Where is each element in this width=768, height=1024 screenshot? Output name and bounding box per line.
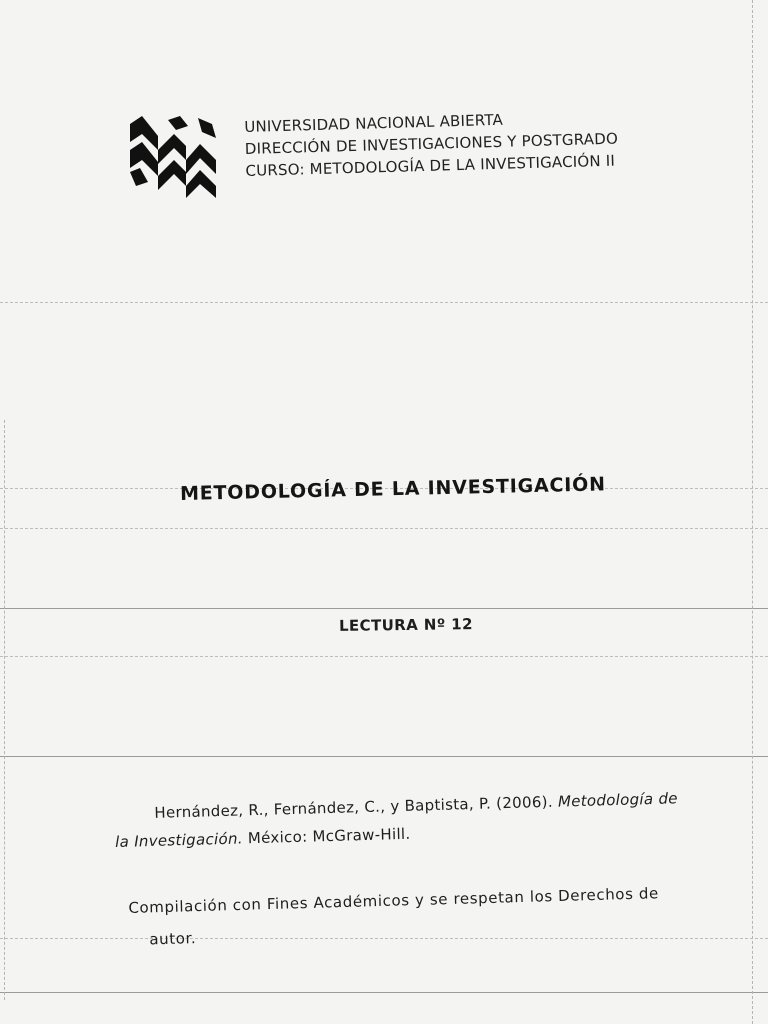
university-name: UNIVERSIDAD NACIONAL ABIERTA [244, 110, 504, 136]
document-title: METODOLOGÍA DE LA INVESTIGACIÓN [179, 473, 607, 505]
scan-edge-line [4, 420, 6, 1000]
copyright-note-line1: Compilación con Fines Académicos y se respetan los Derechos de [128, 884, 660, 917]
una-logo-icon [128, 116, 218, 198]
bibliographic-reference [114, 784, 695, 856]
reference-authors: Hernández, R., Fernández, C., y Baptista, P. (2006). [154, 792, 559, 822]
scan-line [0, 992, 768, 994]
copyright-note [128, 876, 710, 956]
reference-book-title: Metodología de [557, 789, 679, 811]
reference-publisher: México: McGraw-Hill. [247, 824, 411, 848]
department-name: DIRECCIÓN DE INVESTIGACIONES Y POSTGRADO [244, 129, 619, 158]
scan-edge-line [752, 0, 754, 1024]
scan-line [0, 756, 768, 758]
reference-book-title-cont: la Investigación. [114, 829, 249, 851]
scan-line [0, 656, 768, 658]
reading-number: LECTURA Nº 12 [338, 615, 474, 635]
scan-line [0, 528, 768, 530]
scan-line [0, 608, 768, 610]
institution-header [244, 106, 619, 182]
copyright-note-line2: autor. [149, 929, 197, 949]
course-name: CURSO: METODOLOGÍA DE LA INVESTIGACIÓN II [245, 151, 616, 180]
scan-line [0, 302, 768, 304]
